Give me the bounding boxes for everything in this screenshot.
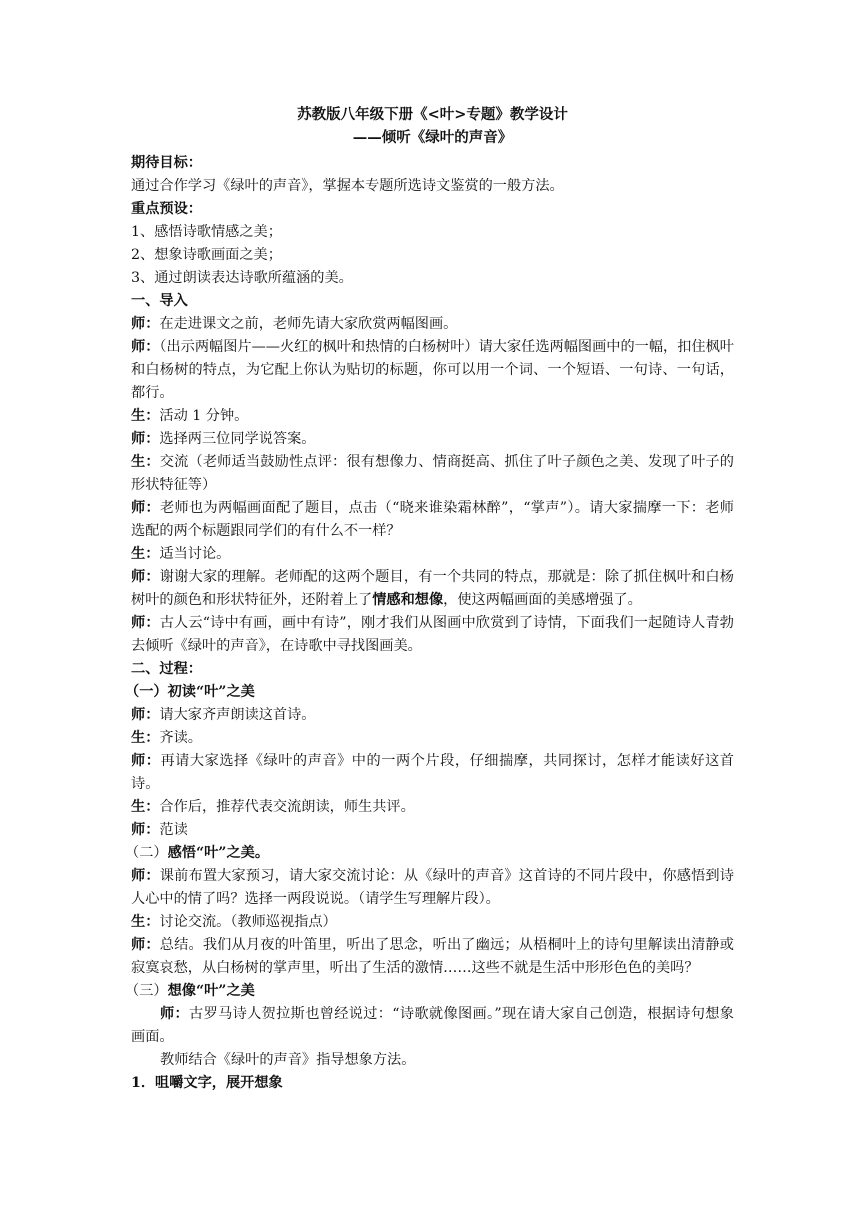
dialogue-line	[131, 704, 734, 727]
dialogue-line	[131, 727, 734, 750]
speaker-label: 生：	[131, 454, 160, 470]
section-heading	[125, 980, 734, 1003]
speaker-label: 师：	[131, 868, 160, 884]
speaker-label: 生：	[131, 799, 160, 815]
section-heading: （一）初读“叶”之美	[125, 684, 255, 700]
paragraph: 教师结合《绿叶的声音》指导想象方法。	[160, 1052, 416, 1068]
dialogue-text: 老师也为两幅画面配了题目，点击（“晓来谁染霜林醉”，“掌声”）。请大家揣摩一下：老师选配的两个标题跟同学们的有什么不一样？	[131, 500, 734, 539]
dialogue-text: 范读	[159, 822, 188, 838]
dialogue-line	[131, 428, 734, 451]
speaker-label: 师：	[131, 339, 160, 355]
dialogue-text: 古罗马诗人贺拉斯也曾经说过：“诗歌就像图画。”现在请大家自己创造，根据诗句想象画面。	[131, 1006, 734, 1045]
section-heading	[125, 842, 734, 865]
speaker-label: 师：	[131, 500, 161, 516]
speaker-label: 生：	[131, 730, 160, 746]
goals-heading: 期待目标：	[131, 155, 202, 171]
dialogue-line	[131, 451, 734, 497]
dialogue-text: ，使这两幅画面的美感增强了。	[443, 592, 642, 608]
emphasis-text: 情感和想像	[372, 592, 444, 608]
section-title: 想像“叶”之美	[167, 983, 255, 999]
dialogue-text: 活动 1 分钟。	[159, 408, 249, 424]
document-subtitle: ——倾听《绿叶的声音》	[352, 129, 513, 146]
dialogue-text: 齐读。	[159, 730, 202, 746]
speaker-label: 师：	[131, 937, 160, 953]
dialogue-line	[131, 934, 734, 980]
speaker-label: 师：	[131, 615, 160, 631]
speaker-label: 师：	[131, 707, 160, 723]
speaker-label: 师：	[131, 569, 160, 585]
dialogue-line	[131, 612, 734, 658]
goals-text: 通过合作学习《绿叶的声音》，掌握本专题所选诗文鉴赏的一般方法。	[131, 178, 564, 194]
section-prefix: （二）	[125, 845, 168, 861]
dialogue-line	[131, 796, 734, 819]
speaker-label: 生：	[131, 914, 160, 930]
speaker-label: 师：	[131, 753, 161, 769]
dialogue-line	[131, 1003, 734, 1049]
dialogue-line	[131, 865, 734, 911]
focus-item: 1、感悟诗歌情感之美；	[131, 224, 282, 240]
dialogue-line	[131, 911, 734, 934]
dialogue-text: 总结。我们从月夜的叶笛里，听出了思念，听出了幽远；从梧桐叶上的诗句里解读出清静或寂寞哀愁，从白杨树的掌声里，听出了生活的激情……这些不就是生活中形形色色的美吗？	[131, 937, 734, 976]
dialogue-line	[131, 405, 734, 428]
dialogue-text: 讨论交流。（教师巡视指点）	[159, 914, 337, 930]
focus-heading: 重点预设：	[131, 201, 202, 217]
dialogue-line	[131, 497, 734, 543]
method-heading: 1．咀嚼文字，展开想象	[131, 1075, 283, 1091]
speaker-label: 生：	[131, 408, 160, 424]
dialogue-line	[131, 750, 734, 796]
speaker-label: 师：	[131, 316, 160, 332]
section-title: 感悟“叶”之美。	[167, 845, 270, 861]
focus-item: 3、通过朗读表达诗歌所蕴涵的美。	[131, 270, 353, 286]
intro-heading: 一、导入	[131, 293, 188, 309]
section-prefix: （三）	[125, 983, 168, 999]
dialogue-line	[131, 313, 734, 336]
dialogue-text: （出示两幅图片——火红的枫叶和热情的白杨树叶）请大家任选两幅图画中的一幅，扣住枫叶和白杨树的特点，为它配上你认为贴切的标题，你可以用一个词、一个短语、一句诗、一句话，都行。	[131, 339, 734, 401]
dialogue-line	[131, 566, 734, 612]
dialogue-text: 谢谢大家的理解。老师配的这两个题目，有一个共同的特点，那就是：除了抓住枫叶和白杨树叶的颜色和形状特征外，还附着上了	[131, 569, 734, 608]
speaker-label: 师：	[131, 822, 160, 838]
dialogue-text: 古人云“诗中有画，画中有诗”，刚才我们从图画中欣赏到了诗情，下面我们一起随诗人青勃去倾听《绿叶的声音》，在诗歌中寻找图画美。	[131, 615, 734, 654]
focus-item: 2、想象诗歌画面之美；	[131, 247, 282, 263]
dialogue-text: 课前布置大家预习，请大家交流讨论：从《绿叶的声音》这首诗的不同片段中，你感悟到诗人心中的情了吗？选择一两段说说。（请学生写理解片段）。	[131, 868, 734, 907]
dialogue-text: 选择两三位同学说答案。	[159, 431, 316, 447]
document-title: 苏教版八年级下册《<叶>专题》教学设计	[297, 106, 568, 123]
dialogue-line	[131, 819, 734, 842]
speaker-label: 师：	[160, 1006, 190, 1022]
dialogue-text: 在走进课文之前，老师先请大家欣赏两幅图画。	[159, 316, 458, 332]
dialogue-text: 交流（老师适当鼓励性点评：很有想像力、情商挺高、抓住了叶子颜色之美、发现了叶子的形状特征等）	[131, 454, 734, 493]
speaker-label: 师：	[131, 431, 160, 447]
dialogue-text: 合作后，推荐代表交流朗读，师生共评。	[159, 799, 415, 815]
speaker-label: 生：	[131, 546, 160, 562]
dialogue-line	[131, 543, 734, 566]
dialogue-text: 请大家齐声朗读这首诗。	[159, 707, 316, 723]
dialogue-line	[131, 336, 734, 405]
dialogue-text: 再请大家选择《绿叶的声音》中的一两个片段，仔细揣摩，共同探讨，怎样才能读好这首诗。	[131, 753, 734, 792]
dialogue-text: 适当讨论。	[159, 546, 231, 562]
process-heading: 二、过程：	[131, 661, 202, 677]
